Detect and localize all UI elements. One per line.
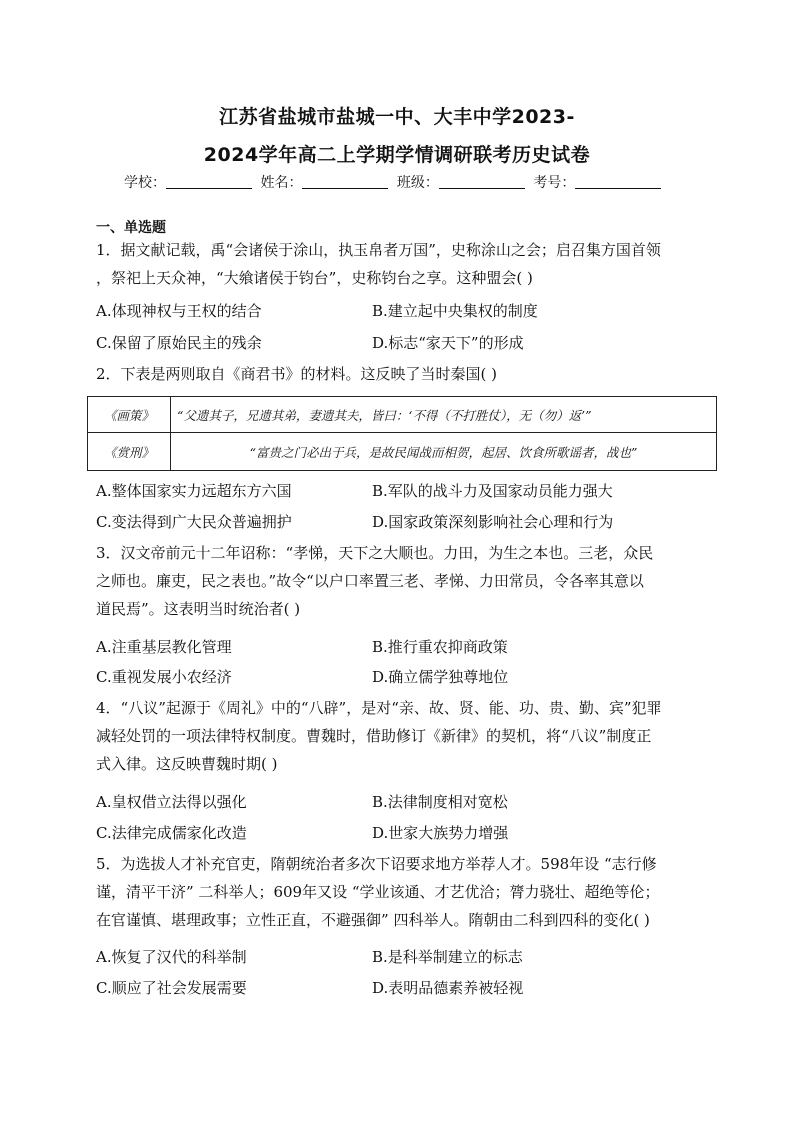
q5-option-b[interactable]: B.是科举制建立的标志: [372, 948, 523, 966]
school-blank[interactable]: [166, 174, 252, 189]
q1-option-b[interactable]: B.建立起中央集权的制度: [372, 302, 538, 320]
q5-option-c[interactable]: C.顺应了社会发展需要: [96, 979, 247, 997]
question-line: 式入律。这反映曹魏时期( ): [96, 755, 278, 773]
question-line: 谨，清平干济” 二科举人；609年又设 “学业该通、才艺优洽；膂力骁壮、超绝等伦；: [96, 883, 660, 901]
q3-option-b[interactable]: B.推行重农抑商政策: [372, 638, 508, 656]
q4-option-d[interactable]: D.世家大族势力增强: [372, 824, 509, 842]
q1-option-a[interactable]: A.体现神权与王权的结合: [96, 302, 262, 320]
q1-option-d[interactable]: D.标志“家天下”的形成: [372, 334, 524, 352]
table-row: [88, 397, 717, 433]
question-line: ，祭祀上天众神，“大飨诸侯于钧台”，史称钧台之享。这种盟会( ): [96, 269, 533, 287]
q1-option-c[interactable]: C.保留了原始民主的残余: [96, 334, 262, 352]
source-table: [87, 396, 717, 471]
student-info-row: [124, 172, 684, 192]
q2-option-c[interactable]: C.变法得到广大民众普遍拥护: [96, 513, 292, 531]
school-label: 学校：: [124, 175, 166, 191]
class-blank[interactable]: [439, 174, 525, 189]
name-blank[interactable]: [302, 174, 388, 189]
q4-option-c[interactable]: C.法律完成儒家化改造: [96, 824, 247, 842]
question-line: 在官谨慎、堪理政事；立性正直，不避强御” 四科举人。隋朝由二科到四科的变化( ): [96, 911, 650, 929]
question-1-stem: [96, 236, 706, 292]
class-label: 班级：: [396, 175, 439, 191]
question-4-stem: [96, 694, 706, 778]
table-cell-quote: “父遗其子，兄遗其弟，妻遗其夫，皆曰：‘不得（不打胜仗），无（勿）返’”: [171, 397, 717, 433]
exam-title-line2: 2024学年高二上学期学情调研联考历史试卷: [203, 144, 591, 166]
question-line: 2．下表是两则取自《商君书》的材料。这反映了当时秦国( ): [96, 365, 498, 383]
question-line: 5．为选拔人才补充官吏，隋朝统治者多次下诏要求地方举荐人才。598年设 “志行修: [96, 855, 657, 873]
q3-option-c[interactable]: C.重视发展小农经济: [96, 668, 232, 686]
question-line: 3．汉文帝前元十二年诏称：“孝悌，天下之大顺也。力田，为生之本也。三老，众民: [96, 544, 654, 562]
exam-no-label: 考号：: [533, 175, 576, 191]
question-line: 之师也。廉吏，民之表也。”故令“以户口率置三老、孝悌、力田常员，令各率其意以: [96, 572, 644, 590]
question-line: 4．“八议”起源于《周礼》中的“八辟”，是对“亲、故、贤、能、功、贵、勤、宾”犯罪: [96, 699, 662, 717]
question-3-stem: [96, 539, 706, 623]
q4-option-a[interactable]: A.皇权借立法得以强化: [96, 793, 247, 811]
q2-option-b[interactable]: B.军队的战斗力及国家动员能力强大: [372, 482, 613, 500]
question-line: 减轻处罚的一项法律特权制度。曹魏时，借助修订《新律》的契机，将“八议”制度正: [96, 727, 652, 745]
table-cell-source: 《画策》: [88, 397, 171, 433]
name-label: 姓名：: [260, 175, 303, 191]
question-5-stem: [96, 850, 706, 934]
q5-option-a[interactable]: A.恢复了汉代的科举制: [96, 948, 247, 966]
q3-option-a[interactable]: A.注重基层教化管理: [96, 638, 232, 656]
table-cell-source: 《赏刑》: [88, 433, 171, 471]
q2-option-a[interactable]: A.整体国家实力远超东方六国: [96, 482, 292, 500]
q3-option-d[interactable]: D.确立儒学独尊地位: [372, 668, 509, 686]
question-line: 道民焉”。这表明当时统治者( ): [96, 600, 301, 618]
question-line: 1．据文献记载，禹“会诸侯于涂山，执玉帛者万国”，史称涂山之会；启召集方国首领: [96, 241, 661, 259]
table-row: [88, 433, 717, 471]
exam-title-line1: 江苏省盐城市盐城一中、大丰中学2023-: [219, 106, 575, 128]
q5-option-d[interactable]: D.表明品德素养被轻视: [372, 979, 524, 997]
question-2-stem: [96, 360, 706, 388]
table-cell-quote: “富贵之门必出于兵，是故民闻战而相贺，起居、饮食所歌谣者，战也”: [171, 433, 717, 471]
q4-option-b[interactable]: B.法律制度相对宽松: [372, 793, 508, 811]
section-heading: 一、单选题: [96, 220, 166, 236]
q2-option-d[interactable]: D.国家政策深刻影响社会心理和行为: [372, 513, 614, 531]
exam-no-blank[interactable]: [575, 174, 661, 189]
